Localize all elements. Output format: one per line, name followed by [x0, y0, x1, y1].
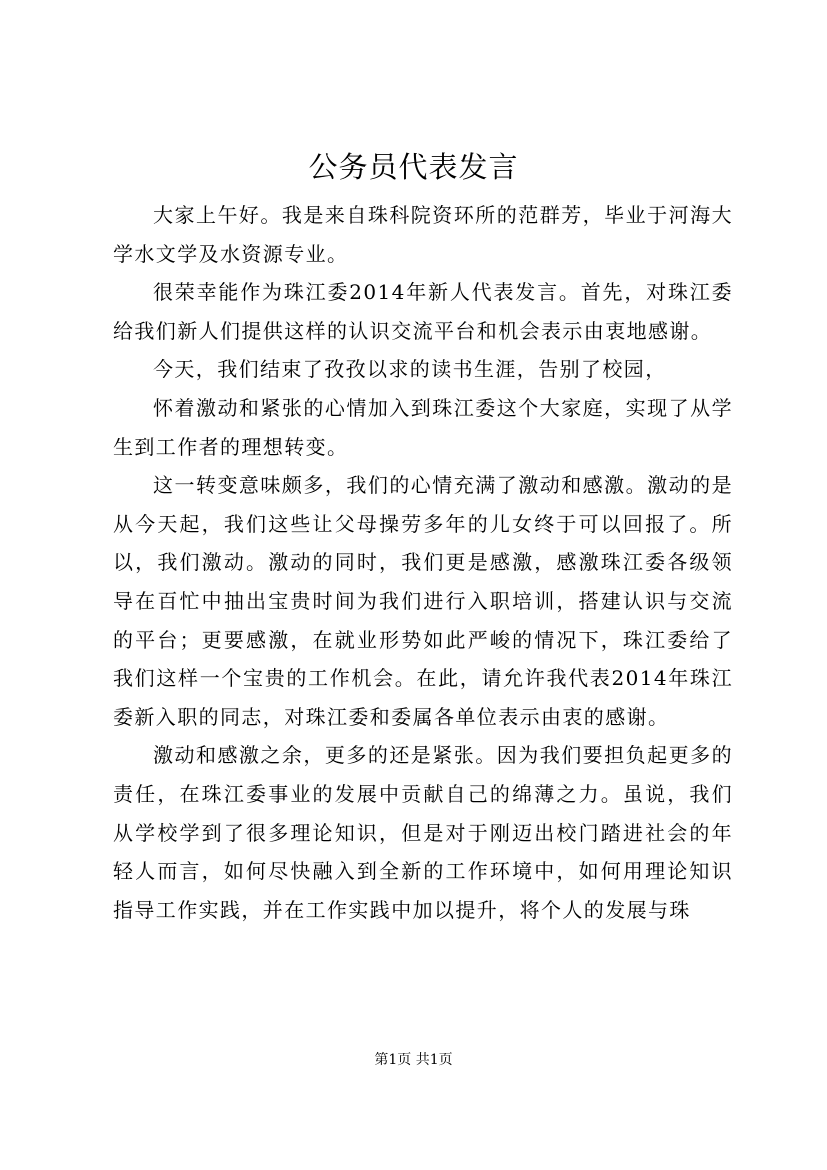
- page-footer: 第1页 共1页: [374, 1052, 453, 1068]
- paragraph: 怀着激动和紧张的心情加入到珠江委这个大家庭，实现了从学生到工作者的理想转变。: [113, 395, 733, 459]
- paragraph: 激动和感激之余，更多的还是紧张。因为我们要担负起更多的责任，在珠江委事业的发展中贡献自己的绵薄之力。虽说，我们从学校学到了很多理论知识，但是对于刚迈出校门踏进社会的年轻人而言，如何尽快融入到全新的工作环境中，如何用理论知识指导工作实践，并在工作实践中加以提升，将个人的发展与珠: [113, 743, 733, 922]
- paragraph: 这一转变意味颇多，我们的心情充满了激动和感激。激动的是从今天起，我们这些让父母操劳多年的儿女终于可以回报了。所以，我们激动。激动的同时，我们更是感激，感激珠江委各级领导在百忙中抽出宝贵时间为我们进行入职培训，搭建认识与交流的平台；更要感激，在就业形势如此严峻的情况下，珠江委给了我们这样一个宝贵的工作机会。在此，请允许我代表2014年珠江委新入职的同志，对珠江委和委属各单位表示由衷的感谢。: [113, 473, 733, 729]
- paragraph: 今天，我们结束了孜孜以求的读书生涯，告别了校园，: [153, 357, 667, 382]
- document-body: [113, 196, 733, 929]
- paragraph: 大家上午好。我是来自珠科院资环所的范群芳，毕业于河海大学水文学及水资源专业。: [113, 203, 733, 266]
- document-title: 公务员代表发言: [308, 150, 519, 184]
- paragraph: 很荣幸能作为珠江委2014年新人代表发言。首先，对珠江委给我们新人们提供这样的认识交流平台和机会表示由衷地感谢。: [113, 280, 733, 343]
